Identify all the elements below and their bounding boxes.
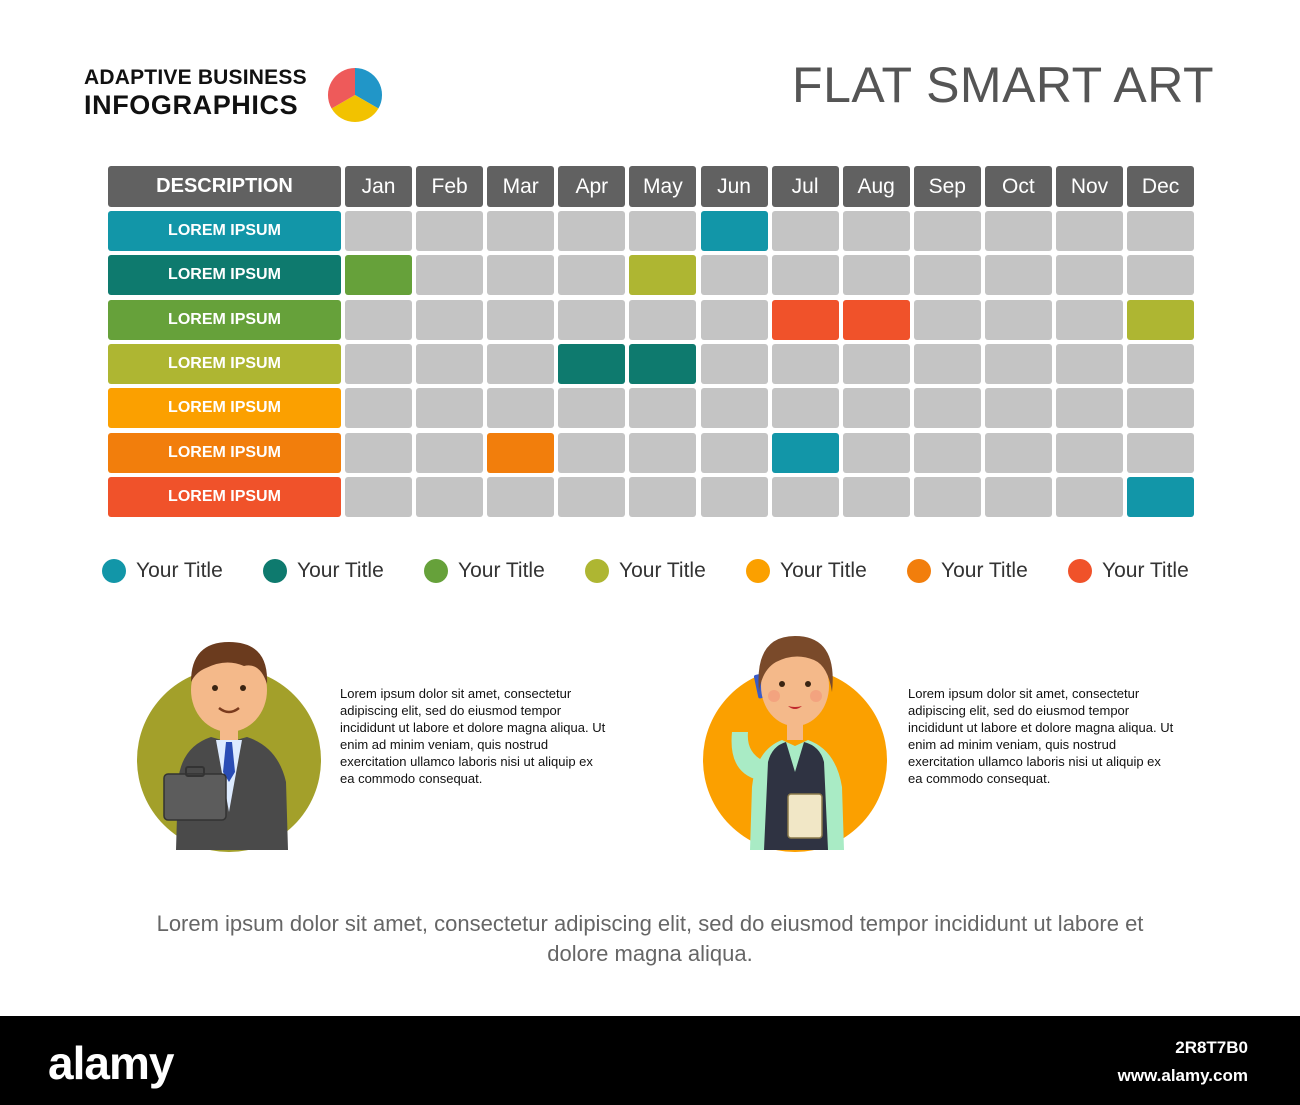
clipboard-icon <box>788 794 822 838</box>
row-label: LOREM IPSUM <box>108 300 341 340</box>
schedule-cell <box>1127 344 1194 384</box>
legend-item <box>907 556 1028 586</box>
schedule-cell <box>985 477 1052 517</box>
schedule-cell <box>1127 255 1194 295</box>
schedule-cell <box>914 433 981 473</box>
legend-dot-icon <box>907 559 931 583</box>
schedule-cell <box>843 255 910 295</box>
schedule-cell <box>701 388 768 428</box>
legend-dot-icon <box>102 559 126 583</box>
schedule-cell <box>629 388 696 428</box>
footer-image-id: 2R8T7B0 <box>1175 1038 1248 1057</box>
legend-item <box>585 556 706 586</box>
footer-bar <box>0 1016 1300 1105</box>
schedule-cell <box>629 433 696 473</box>
schedule-cell <box>701 255 768 295</box>
schedule-cell <box>985 344 1052 384</box>
schedule-cell <box>843 433 910 473</box>
schedule-cell <box>416 388 483 428</box>
description-header: DESCRIPTION <box>108 166 341 207</box>
schedule-cell <box>345 477 412 517</box>
legend-label: Your Title <box>1102 559 1189 582</box>
businesswoman-icon <box>702 622 892 852</box>
footer-url: www.alamy.com <box>1117 1066 1248 1085</box>
schedule-cell <box>1056 388 1123 428</box>
legend-label: Your Title <box>297 559 384 582</box>
schedule-cell <box>416 344 483 384</box>
schedule-cell <box>487 388 554 428</box>
schedule-cell <box>629 300 696 340</box>
legend-dot-icon <box>424 559 448 583</box>
schedule-cell <box>985 211 1052 251</box>
schedule-cell <box>843 344 910 384</box>
brand-line1: ADAPTIVE BUSINESS <box>84 66 307 89</box>
schedule-table <box>0 0 1300 540</box>
legend-label: Your Title <box>941 559 1028 582</box>
schedule-cell-filled <box>629 255 696 295</box>
person-description-1: Lorem ipsum dolor sit amet, consectetur adipiscing elit, sed do eiusmod tempor incididunt ut labore et dolore magna aliqua. Ut enim ad minim veniam, quis nostrud exercitation ullamco laboris nisi ut aliquip ex ea commodo consequat. <box>340 686 606 786</box>
schedule-cell-filled <box>1127 300 1194 340</box>
schedule-cell <box>1056 344 1123 384</box>
month-header-mar: Mar <box>487 166 554 207</box>
schedule-cell <box>558 255 625 295</box>
month-header-apr: Apr <box>558 166 625 207</box>
schedule-cell <box>1056 211 1123 251</box>
schedule-cell <box>914 211 981 251</box>
legend-label: Your Title <box>458 559 545 582</box>
schedule-cell <box>985 433 1052 473</box>
row-label: LOREM IPSUM <box>108 477 341 517</box>
legend-dot-icon <box>585 559 609 583</box>
row-label: LOREM IPSUM <box>108 255 341 295</box>
schedule-cell-filled <box>843 300 910 340</box>
page-title: FLAT SMART ART <box>792 57 1214 113</box>
legend-dot-icon <box>746 559 770 583</box>
schedule-cell <box>1127 433 1194 473</box>
schedule-cell <box>487 300 554 340</box>
schedule-cell <box>914 477 981 517</box>
row-label: LOREM IPSUM <box>108 388 341 428</box>
schedule-cell <box>843 477 910 517</box>
schedule-cell <box>487 211 554 251</box>
schedule-cell <box>1127 388 1194 428</box>
schedule-cell-filled <box>558 344 625 384</box>
schedule-cell <box>558 477 625 517</box>
schedule-cell <box>701 477 768 517</box>
schedule-cell <box>629 211 696 251</box>
schedule-cell <box>345 433 412 473</box>
briefcase-icon <box>164 774 226 820</box>
row-label: LOREM IPSUM <box>108 211 341 251</box>
legend-dot-icon <box>263 559 287 583</box>
month-header-aug: Aug <box>843 166 910 207</box>
legend <box>102 556 1202 586</box>
schedule-cell <box>345 211 412 251</box>
schedule-cell-filled <box>772 300 839 340</box>
schedule-cell <box>487 477 554 517</box>
schedule-cell-filled <box>1127 477 1194 517</box>
schedule-cell <box>914 344 981 384</box>
schedule-cell <box>772 388 839 428</box>
schedule-cell <box>1056 300 1123 340</box>
month-header-oct: Oct <box>985 166 1052 207</box>
month-header-feb: Feb <box>416 166 483 207</box>
schedule-cell <box>1056 255 1123 295</box>
schedule-cell <box>416 300 483 340</box>
month-header-nov: Nov <box>1056 166 1123 207</box>
schedule-cell <box>345 388 412 428</box>
schedule-cell <box>843 388 910 428</box>
schedule-cell-filled <box>701 211 768 251</box>
person-description-2: Lorem ipsum dolor sit amet, consectetur adipiscing elit, sed do eiusmod tempor incididunt ut labore et dolore magna aliqua. Ut enim ad minim veniam, quis nostrud exercitation ullamco laboris nisi ut aliquip ex ea commodo consequat. <box>908 686 1174 786</box>
brand-line2: INFOGRAPHICS <box>84 90 299 120</box>
schedule-cell-filled <box>345 255 412 295</box>
legend-dot-icon <box>1068 559 1092 583</box>
schedule-cell <box>701 344 768 384</box>
month-header-jun: Jun <box>701 166 768 207</box>
schedule-cell <box>487 344 554 384</box>
row-label: LOREM IPSUM <box>108 344 341 384</box>
month-header-jul: Jul <box>772 166 839 207</box>
legend-item <box>263 556 384 586</box>
schedule-cell <box>345 300 412 340</box>
schedule-cell <box>772 211 839 251</box>
month-header-may: May <box>629 166 696 207</box>
schedule-cell <box>558 211 625 251</box>
schedule-cell <box>701 433 768 473</box>
schedule-cell <box>416 477 483 517</box>
schedule-cell <box>345 344 412 384</box>
schedule-cell <box>701 300 768 340</box>
legend-item <box>424 556 545 586</box>
schedule-cell-filled <box>629 344 696 384</box>
schedule-cell <box>558 388 625 428</box>
schedule-cell <box>1056 477 1123 517</box>
legend-item <box>746 556 867 586</box>
schedule-cell <box>558 300 625 340</box>
schedule-cell <box>772 477 839 517</box>
schedule-cell <box>914 300 981 340</box>
legend-label: Your Title <box>780 559 867 582</box>
businessman-icon <box>136 622 326 852</box>
schedule-cell <box>985 388 1052 428</box>
schedule-cell <box>416 433 483 473</box>
schedule-cell <box>985 300 1052 340</box>
schedule-cell <box>914 388 981 428</box>
legend-label: Your Title <box>136 559 223 582</box>
legend-label: Your Title <box>619 559 706 582</box>
month-header-dec: Dec <box>1127 166 1194 207</box>
schedule-cell <box>416 255 483 295</box>
schedule-cell <box>416 211 483 251</box>
schedule-cell-filled <box>487 433 554 473</box>
schedule-cell-filled <box>772 433 839 473</box>
row-label: LOREM IPSUM <box>108 433 341 473</box>
schedule-cell <box>772 255 839 295</box>
month-header-jan: Jan <box>345 166 412 207</box>
legend-item <box>1068 556 1189 586</box>
footer-logo: alamy <box>48 1037 174 1089</box>
schedule-cell <box>1056 433 1123 473</box>
schedule-cell <box>772 344 839 384</box>
schedule-cell <box>558 433 625 473</box>
schedule-cell <box>843 211 910 251</box>
legend-item <box>102 556 223 586</box>
schedule-cell <box>985 255 1052 295</box>
schedule-cell <box>1127 211 1194 251</box>
month-header-sep: Sep <box>914 166 981 207</box>
schedule-cell <box>914 255 981 295</box>
schedule-cell <box>487 255 554 295</box>
caption: Lorem ipsum dolor sit amet, consectetur adipiscing elit, sed do eiusmod tempor incididunt ut labore et dolore magna aliqua. <box>156 911 1144 966</box>
schedule-cell <box>629 477 696 517</box>
